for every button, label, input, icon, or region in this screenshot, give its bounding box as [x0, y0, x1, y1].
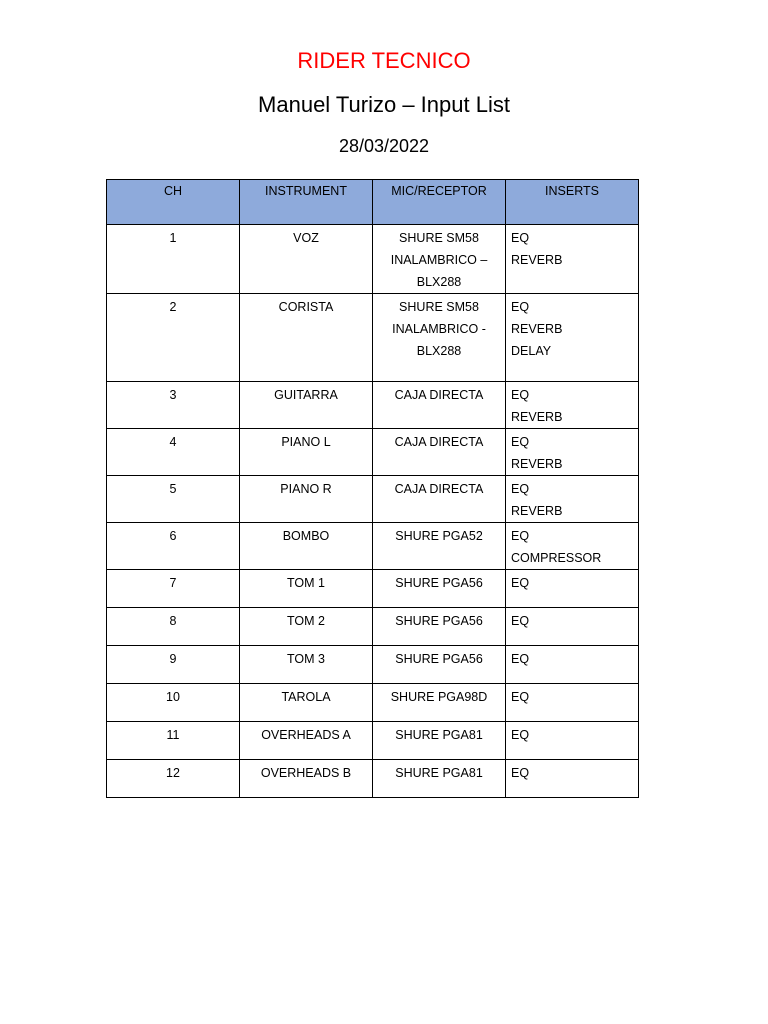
- mic-line: SHURE PGA81: [395, 766, 483, 780]
- insert-line: EQ: [511, 614, 530, 628]
- cell-inserts: [506, 608, 639, 646]
- cell-inserts: [506, 429, 639, 476]
- insert-line: REVERB: [511, 410, 563, 424]
- insert-line: REVERB: [511, 322, 563, 336]
- insert-line: REVERB: [511, 504, 563, 518]
- cell-mic-receptor: [373, 646, 506, 684]
- table-row: [107, 429, 639, 476]
- cell-instrument: CORISTA: [240, 294, 373, 382]
- cell-instrument: TOM 3: [240, 646, 373, 684]
- cell-instrument: VOZ: [240, 225, 373, 294]
- insert-line: REVERB: [511, 253, 563, 267]
- table-row: [107, 684, 639, 722]
- cell-channel: 8: [107, 608, 240, 646]
- table-row: [107, 476, 639, 523]
- table-row: [107, 570, 639, 608]
- cell-mic-receptor: [373, 225, 506, 294]
- insert-line: EQ: [511, 300, 530, 314]
- table-row: [107, 382, 639, 429]
- table-row: [107, 225, 639, 294]
- column-header-instrument: INSTRUMENT: [240, 180, 373, 225]
- table-header-row: [107, 180, 639, 225]
- cell-channel: 1: [107, 225, 240, 294]
- mic-line: SHURE PGA81: [395, 728, 483, 742]
- mic-line: SHURE SM58: [399, 300, 479, 314]
- column-header-mic-receptor: MIC/RECEPTOR: [373, 180, 506, 225]
- cell-inserts: [506, 760, 639, 798]
- cell-mic-receptor: [373, 476, 506, 523]
- document-subtitle: Manuel Turizo – Input List: [258, 92, 510, 117]
- document-date: 28/03/2022: [338, 136, 430, 156]
- table-row: [107, 760, 639, 798]
- insert-line: EQ: [511, 652, 530, 666]
- mic-line: SHURE PGA56: [395, 652, 483, 666]
- table-row: [107, 722, 639, 760]
- mic-line: SHURE SM58: [399, 231, 479, 245]
- insert-line: EQ: [511, 435, 530, 449]
- insert-line: EQ: [511, 529, 530, 543]
- cell-inserts: [506, 646, 639, 684]
- cell-channel: 10: [107, 684, 240, 722]
- column-header-ch: CH: [107, 180, 240, 225]
- insert-line: EQ: [511, 576, 530, 590]
- cell-mic-receptor: [373, 294, 506, 382]
- cell-channel: 4: [107, 429, 240, 476]
- cell-mic-receptor: [373, 382, 506, 429]
- insert-line: COMPRESSOR: [511, 551, 602, 565]
- mic-line: INALAMBRICO -: [392, 322, 486, 336]
- table-row: [107, 294, 639, 382]
- cell-inserts: [506, 523, 639, 570]
- cell-instrument: PIANO L: [240, 429, 373, 476]
- cell-instrument: PIANO R: [240, 476, 373, 523]
- insert-line: EQ: [511, 388, 530, 402]
- cell-inserts: [506, 722, 639, 760]
- cell-channel: 5: [107, 476, 240, 523]
- cell-instrument: TAROLA: [240, 684, 373, 722]
- cell-inserts: [506, 225, 639, 294]
- cell-mic-receptor: [373, 684, 506, 722]
- table-row: [107, 523, 639, 570]
- mic-line: BLX288: [416, 275, 462, 289]
- mic-line: SHURE PGA56: [395, 576, 483, 590]
- table-row: [107, 646, 639, 684]
- cell-channel: 11: [107, 722, 240, 760]
- insert-line: EQ: [511, 690, 530, 704]
- insert-line: DELAY: [511, 344, 552, 358]
- insert-line: EQ: [511, 766, 530, 780]
- cell-instrument: OVERHEADS A: [240, 722, 373, 760]
- cell-channel: 9: [107, 646, 240, 684]
- insert-line: REVERB: [511, 457, 563, 471]
- insert-line: EQ: [511, 482, 530, 496]
- cell-channel: 3: [107, 382, 240, 429]
- cell-instrument: BOMBO: [240, 523, 373, 570]
- cell-inserts: [506, 294, 639, 382]
- cell-instrument: TOM 1: [240, 570, 373, 608]
- cell-mic-receptor: [373, 760, 506, 798]
- cell-inserts: [506, 570, 639, 608]
- mic-line: SHURE PGA56: [395, 614, 483, 628]
- table-row: [107, 608, 639, 646]
- cell-channel: 12: [107, 760, 240, 798]
- mic-line: SHURE PGA98D: [390, 690, 488, 704]
- cell-mic-receptor: [373, 523, 506, 570]
- mic-line: INALAMBRICO –: [390, 253, 488, 267]
- cell-inserts: [506, 684, 639, 722]
- mic-line: BLX288: [416, 344, 462, 358]
- cell-inserts: [506, 382, 639, 429]
- mic-line: CAJA DIRECTA: [394, 388, 484, 402]
- mic-line: CAJA DIRECTA: [394, 482, 484, 496]
- input-list-table: [106, 179, 639, 798]
- cell-instrument: OVERHEADS B: [240, 760, 373, 798]
- cell-instrument: TOM 2: [240, 608, 373, 646]
- cell-channel: 7: [107, 570, 240, 608]
- mic-line: SHURE PGA52: [395, 529, 483, 543]
- cell-mic-receptor: [373, 722, 506, 760]
- mic-line: CAJA DIRECTA: [394, 435, 484, 449]
- cell-mic-receptor: [373, 608, 506, 646]
- cell-channel: 6: [107, 523, 240, 570]
- cell-channel: 2: [107, 294, 240, 382]
- insert-line: EQ: [511, 231, 530, 245]
- cell-mic-receptor: [373, 570, 506, 608]
- table-body: [107, 225, 639, 798]
- cell-instrument: GUITARRA: [240, 382, 373, 429]
- insert-line: EQ: [511, 728, 530, 742]
- document-title: RIDER TECNICO: [297, 48, 471, 73]
- cell-inserts: [506, 476, 639, 523]
- cell-mic-receptor: [373, 429, 506, 476]
- column-header-inserts: INSERTS: [506, 180, 639, 225]
